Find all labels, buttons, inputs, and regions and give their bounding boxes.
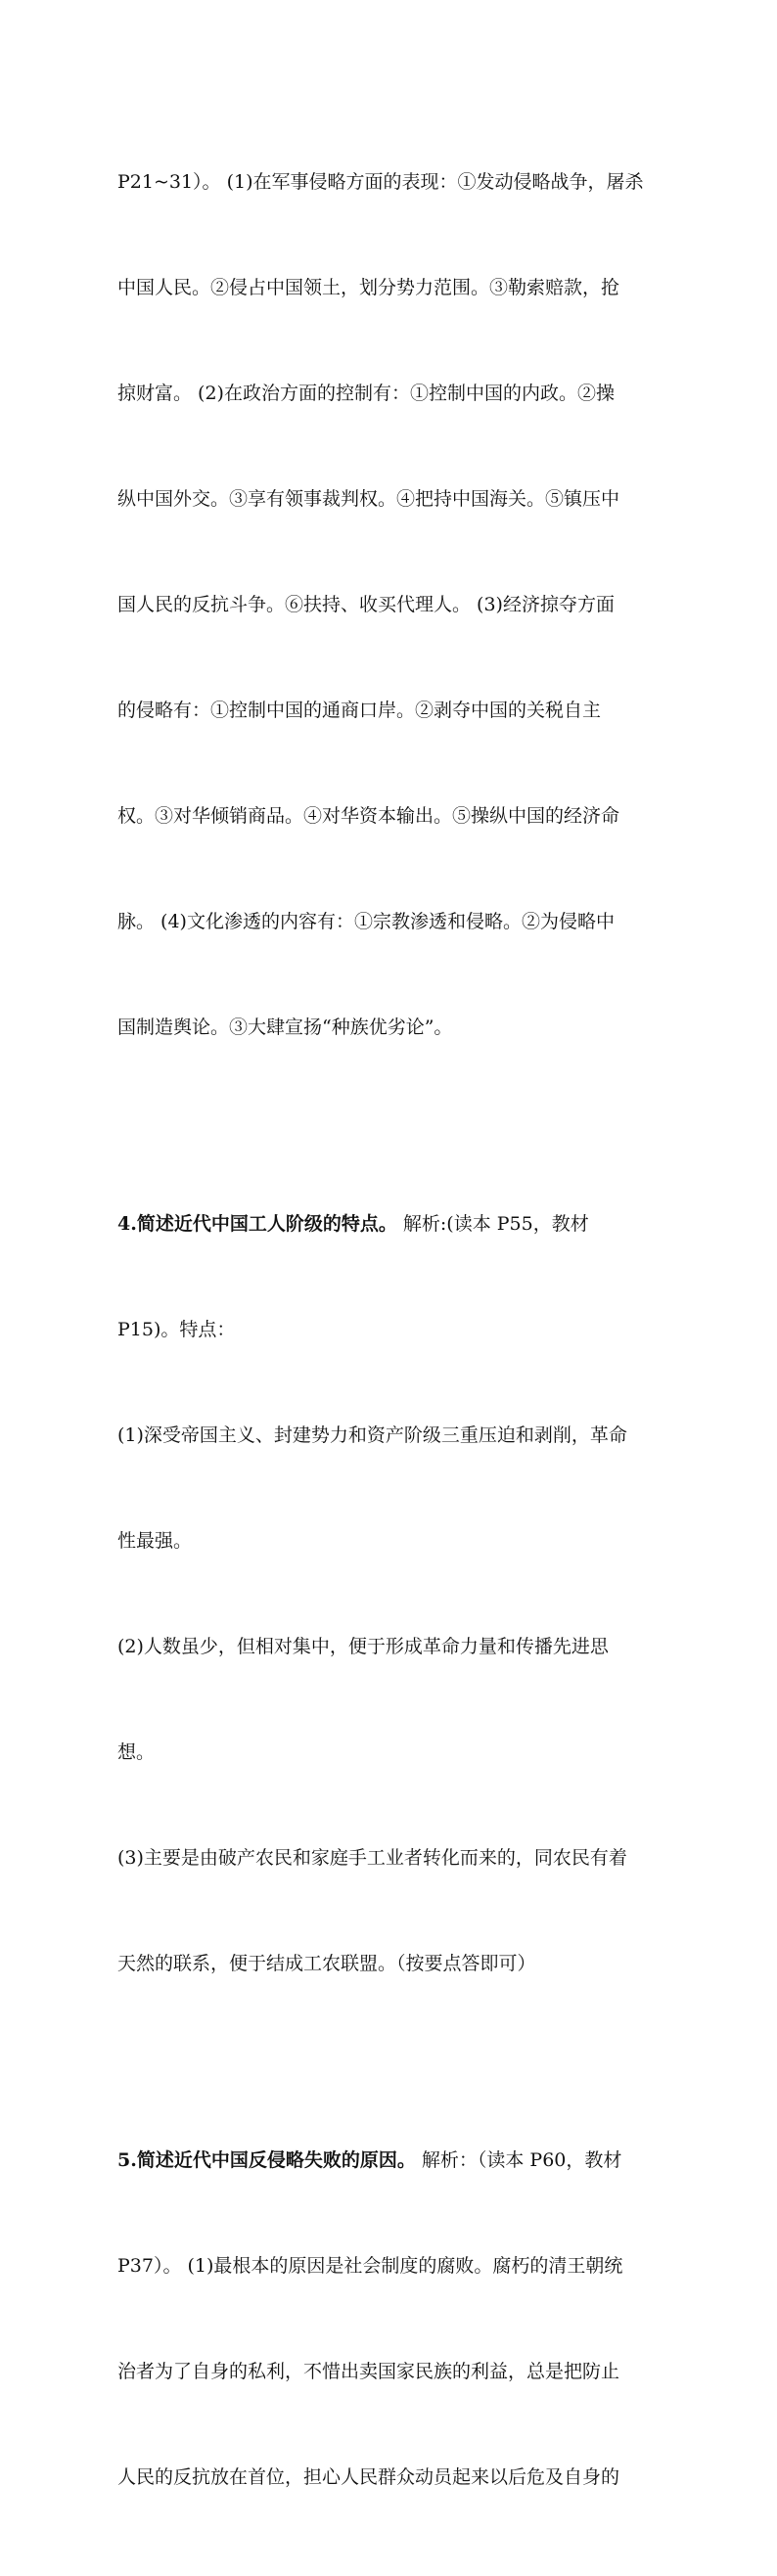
text-line: (2)人数虽少，但相对集中，便于形成革命力量和传播先进思 <box>117 1636 609 1657</box>
text-line: 权。③对华倾销商品。④对华资本输出。⑤操纵中国的经济命 <box>117 805 620 827</box>
text-line: 想。 <box>117 1741 156 1763</box>
question-line <box>117 1206 665 1242</box>
section-5 <box>117 2072 665 2565</box>
text-line: P15)。特点： <box>117 1319 236 1340</box>
question-title: 5.简述近代中国反侵略失败的原因。 <box>117 2149 416 2171</box>
text-line: 治者为了自身的私利，不惜出卖国家民族的利益，总是把防止 <box>117 2361 620 2382</box>
document-page <box>117 94 665 2576</box>
text-line: 国人民的反抗斗争。⑥扶持、收买代理人。 (3)经济掠夺方面 <box>117 594 615 615</box>
text-line: (1)深受帝国主义、封建势力和资产阶级三重压迫和剥削，革命 <box>117 1424 627 1446</box>
answer-intro: 解析:(读本 P55，教材 <box>396 1213 589 1235</box>
text-line: 脉。 (4)文化渗透的内容有：①宗教渗透和侵略。②为侵略中 <box>117 911 615 932</box>
text-line: 掠财富。 (2)在政治方面的控制有：①控制中国的内政。②操 <box>117 383 615 404</box>
text-line: P37）。 (1)最根本的原因是社会制度的腐败。腐朽的清王朝统 <box>117 2255 623 2277</box>
question-title: 4.简述近代中国工人阶级的特点。 <box>117 1213 397 1235</box>
text-line: P21~31）。 (1)在军事侵略方面的表现：①发动侵略战争，屠杀 <box>117 171 644 193</box>
text-line: 中国人民。②侵占中国领土，划分势力范围。③勒索赔款，抢 <box>117 277 620 298</box>
text-line: 人民的反抗放在首位，担心人民群众动员起来以后危及自身的 <box>117 2466 620 2488</box>
answer-intro: 解析：（读本 P60，教材 <box>415 2149 622 2171</box>
text-line: 性最强。 <box>117 1530 193 1552</box>
text-line: (3)主要是由破产农民和家庭手工业者转化而来的，同农民有着 <box>117 1847 627 1869</box>
text-line: 纵中国外交。③享有领事裁判权。④把持中国海关。⑤镇压中 <box>117 488 620 510</box>
text-line: 的侵略有：①控制中国的通商口岸。②剥夺中国的关税自主 <box>117 700 602 721</box>
section-3-answer <box>117 94 665 1115</box>
section-4 <box>117 1136 665 2052</box>
text-line: 天然的联系，便于结成工农联盟。（按要点答即可） <box>117 1953 536 1974</box>
question-line <box>117 2143 665 2178</box>
text-line: 国制造舆论。③大肆宣扬“种族优劣论”。 <box>117 1017 453 1038</box>
